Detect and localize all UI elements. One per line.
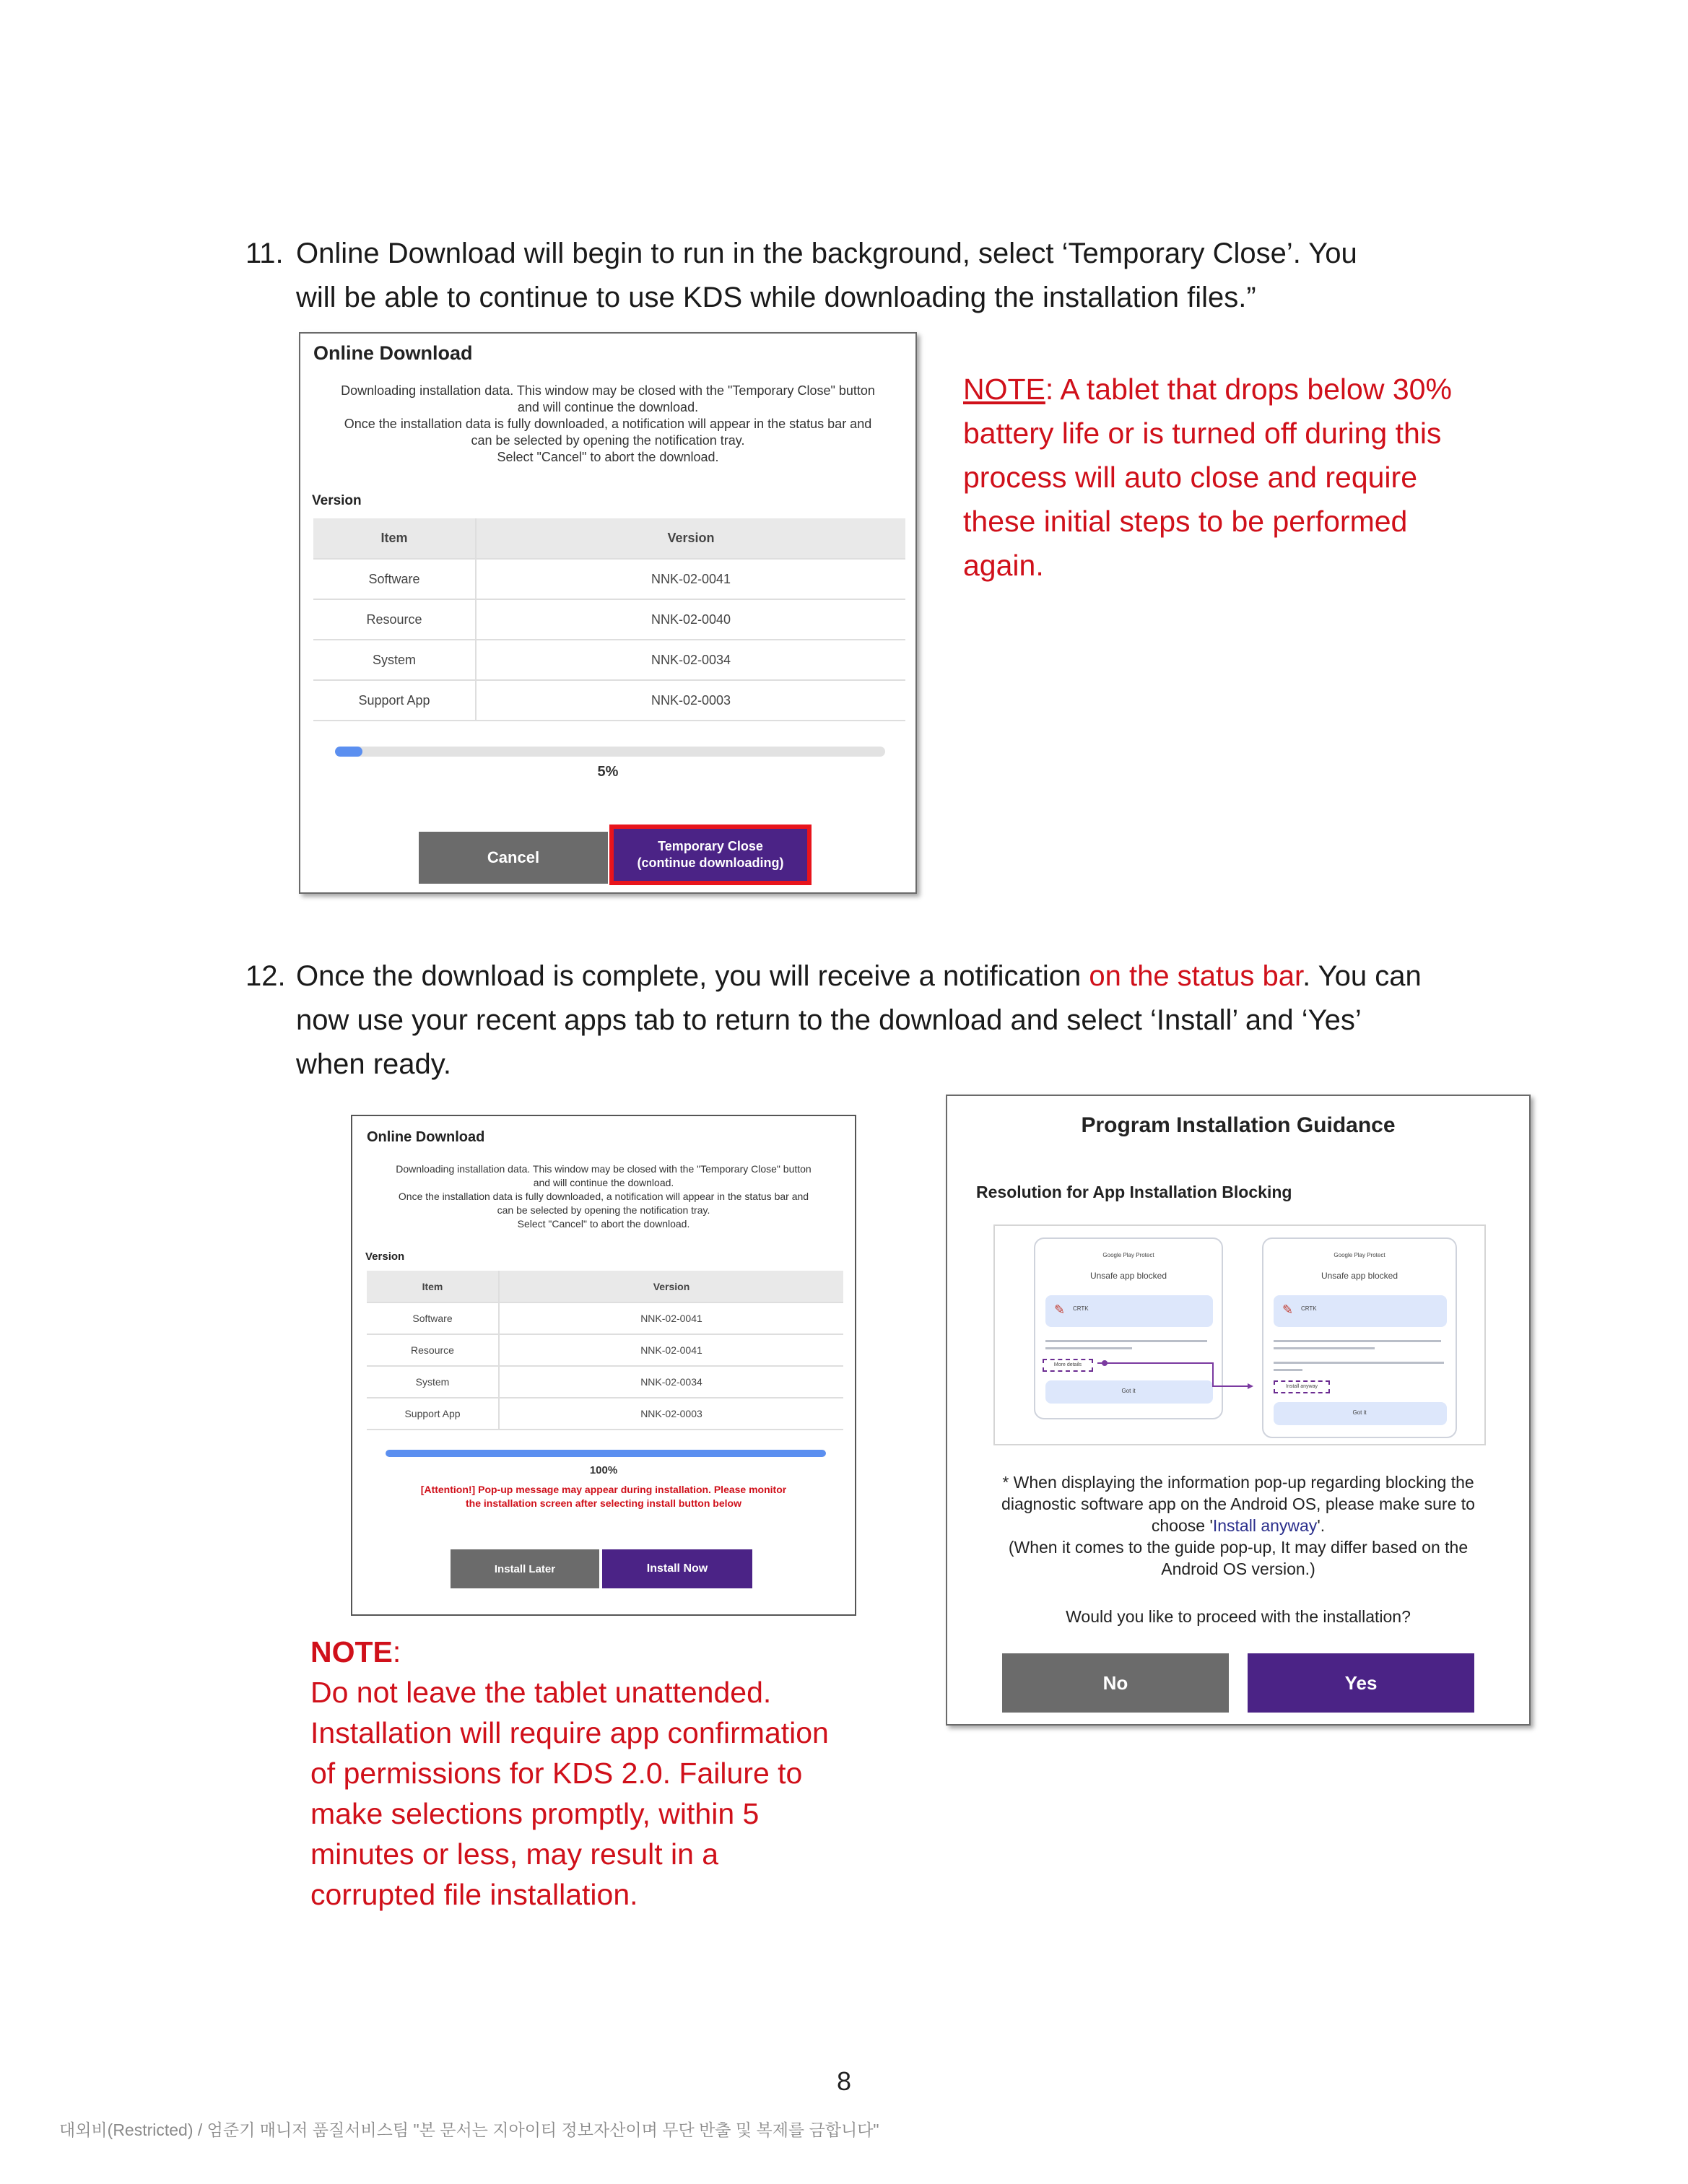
page-number: 8 xyxy=(836,2066,852,2096)
download-progress-bar xyxy=(335,747,885,757)
install-later-button[interactable]: Install Later xyxy=(451,1549,599,1588)
progress-fill xyxy=(386,1450,826,1457)
app-icon: ✎ xyxy=(1054,1302,1066,1317)
step-12-line-2: now use your recent apps tab to return to the download and select ‘Install’ and ‘Yes’ xyxy=(296,1004,1362,1036)
step-11 xyxy=(245,232,1487,321)
installation-guidance-screenshot xyxy=(946,1095,1531,1726)
progress-fill xyxy=(335,747,362,757)
dialog-title: Online Download xyxy=(313,342,473,364)
table-row: Resource NNK-02-0041 xyxy=(367,1334,843,1366)
arrow-connector xyxy=(1096,1356,1255,1392)
dialog-description: Downloading installation data. This window may be closed with the "Temporary Close" button and will continue the download. Once the installation data is fully downloaded, a notification will appear in the status bar and can be selected by opening the notification tray. Select "Cancel" to abort the download. xyxy=(341,383,875,464)
install-anyway-text: Install anyway xyxy=(1212,1516,1318,1535)
version-table xyxy=(367,1271,843,1430)
note-12: NOTE: Do not leave the tablet unattended. Installation will require app confirmation of permissions for KDS 2.0. Failure to make selections promptly, within 5 minutes or less, may result in a corrupted file installation. xyxy=(310,1632,874,1915)
guidance-illustration xyxy=(993,1224,1486,1445)
version-label: Version xyxy=(365,1250,405,1263)
table-row: Support App NNK-02-0003 xyxy=(367,1398,843,1430)
progress-percent: 5% xyxy=(597,764,619,780)
online-download-screenshot-100 xyxy=(351,1115,856,1616)
guidance-subtitle: Resolution for App Installation Blocking xyxy=(976,1183,1292,1201)
note-line: again. xyxy=(963,549,1044,582)
note-label: NOTE xyxy=(963,373,1045,406)
note-line: corrupted file installation. xyxy=(310,1878,638,1911)
unsafe-app-card-left: Google Play Protect Unsafe app blocked ✎ CRTK More details Got it xyxy=(1034,1237,1223,1419)
step-11-line-1: Online Download will begin to run in the background, select ‘Temporary Close’. You xyxy=(296,238,1357,269)
step-12-number: 12. xyxy=(245,960,286,992)
version-table xyxy=(313,518,905,721)
install-question: Would you like to proceed with the installation? xyxy=(1066,1607,1411,1626)
column-header-version: Version xyxy=(499,1271,843,1302)
table-row: System NNK-02-0034 xyxy=(367,1366,843,1398)
temporary-close-button[interactable] xyxy=(609,825,812,885)
note-line: these initial steps to be performed xyxy=(963,505,1408,538)
note-line: of permissions for KDS 2.0. Failure to xyxy=(310,1757,803,1790)
guidance-body: * When displaying the information pop-up regarding blocking the diagnostic software app on the Android OS, please make sure to choose 'Install anyway'. (When it comes to the guide pop-up, It may differ based on the Android OS version.) xyxy=(1001,1473,1475,1578)
note-line: process will auto close and require xyxy=(963,461,1417,494)
note-line: Installation will require app confirmation xyxy=(310,1716,829,1749)
app-icon: ✎ xyxy=(1282,1302,1294,1317)
column-header-version: Version xyxy=(476,518,905,559)
note-label: NOTE xyxy=(310,1635,393,1669)
unsafe-app-card-right: Google Play Protect Unsafe app blocked ✎ CRTK Install anyway Got it xyxy=(1262,1237,1457,1438)
dialog-description: Downloading installation data. This window may be closed with the "Temporary Close" button and will continue the download. Once the installation data is fully downloaded, a notification will appear in the status bar and can be selected by opening the notification tray. Select "Cancel" to abort the download. xyxy=(396,1163,812,1230)
step-11-number: 11. xyxy=(245,238,284,269)
table-row: Software NNK-02-0041 xyxy=(313,559,905,599)
column-header-item: Item xyxy=(313,518,476,559)
dialog-title: Online Download xyxy=(367,1129,485,1145)
table-row: System NNK-02-0034 xyxy=(313,640,905,680)
note-text: : A tablet that drops below 30% xyxy=(1045,373,1452,406)
version-label: Version xyxy=(312,493,362,508)
step-12 xyxy=(245,954,1502,1089)
download-progress-bar xyxy=(386,1450,826,1457)
restricted-footer: 대외비(Restricted) / 엄준기 매니저 품질서비스팀 "본 문서는 지아이티 정보자산이며 무단 반출 및 복제를 금합니다" xyxy=(59,2120,879,2139)
step-12-line-1: Once the download is complete, you will receive a notification on the status bar. You can xyxy=(296,960,1422,992)
note-line: make selections promptly, within 5 xyxy=(310,1797,760,1830)
install-now-button[interactable]: Install Now xyxy=(602,1549,752,1588)
online-download-screenshot-5 xyxy=(299,332,917,894)
install-anyway-highlight: Install anyway xyxy=(1274,1380,1330,1393)
column-header-item: Item xyxy=(367,1271,499,1302)
more-details-highlight: More details xyxy=(1043,1359,1093,1372)
step-12-line-3: when ready. xyxy=(296,1048,451,1080)
step-11-line-2: will be able to continue to use KDS while downloading the installation files.” xyxy=(296,282,1256,313)
note-line: battery life or is turned off during this xyxy=(963,417,1442,450)
table-row: Support App NNK-02-0003 xyxy=(313,680,905,721)
progress-percent: 100% xyxy=(589,1464,618,1476)
cancel-button[interactable]: Cancel xyxy=(419,832,608,884)
temporary-close-sublabel: (continue downloading) xyxy=(637,856,784,870)
attention-message: [Attention!] Pop-up message may appear during installation. Please monitor the installation screen after selecting install button below xyxy=(420,1484,787,1509)
temporary-close-label: Temporary Close xyxy=(658,839,763,853)
table-row: Software NNK-02-0041 xyxy=(367,1302,843,1334)
yes-button[interactable]: Yes xyxy=(1248,1653,1474,1713)
table-row: Resource NNK-02-0040 xyxy=(313,599,905,640)
note-line: minutes or less, may result in a xyxy=(310,1837,719,1871)
no-button[interactable]: No xyxy=(1002,1653,1229,1713)
guidance-title: Program Installation Guidance xyxy=(1081,1113,1396,1137)
note-11 xyxy=(963,367,1483,588)
note-line: Do not leave the tablet unattended. xyxy=(310,1676,772,1709)
